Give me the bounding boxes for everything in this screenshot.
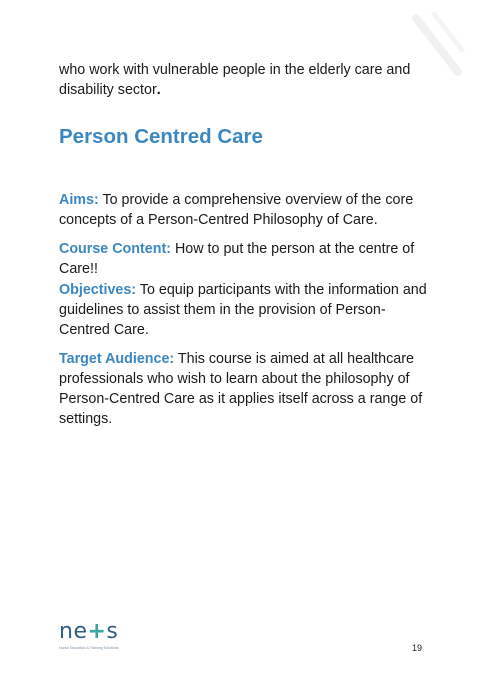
logo-wordmark: ne+s <box>59 619 119 644</box>
intro-paragraph: who work with vulnerable people in the elderly care and disability sector. <box>59 62 411 98</box>
aims-label: Aims: <box>59 192 99 208</box>
course-content-label: Course Content: <box>59 241 171 257</box>
objectives-text: To equip participants with the information and guidelines to assist them in the provision of Person-Centred Care. <box>59 282 427 338</box>
aims-paragraph <box>59 190 429 230</box>
logo-plus-icon: + <box>87 619 107 644</box>
target-audience-label: Target Audience: <box>59 351 175 367</box>
target-audience-paragraph <box>59 349 429 429</box>
aims-text: To provide a comprehensive overview of the core concepts of a Person-Centred Philosophy of Care. <box>59 192 414 228</box>
course-content-paragraph <box>59 239 429 279</box>
objectives-paragraph <box>59 280 429 340</box>
logo-tagline: Nurse Education & Training Solutions <box>59 646 119 650</box>
page-number: 19 <box>412 643 423 653</box>
course-content-text: How to put the person at the centre of Care!! <box>59 241 415 277</box>
objectives-label: Objectives: <box>59 282 137 298</box>
nets-logo <box>59 621 179 657</box>
target-audience-text: This course is aimed at all healthcare professionals who wish to learn about the philosophy of Person-Centred Care as it applies itself across a range of settings. <box>59 351 423 427</box>
section-heading: Person Centred Care <box>59 125 263 148</box>
course-details <box>59 190 429 429</box>
